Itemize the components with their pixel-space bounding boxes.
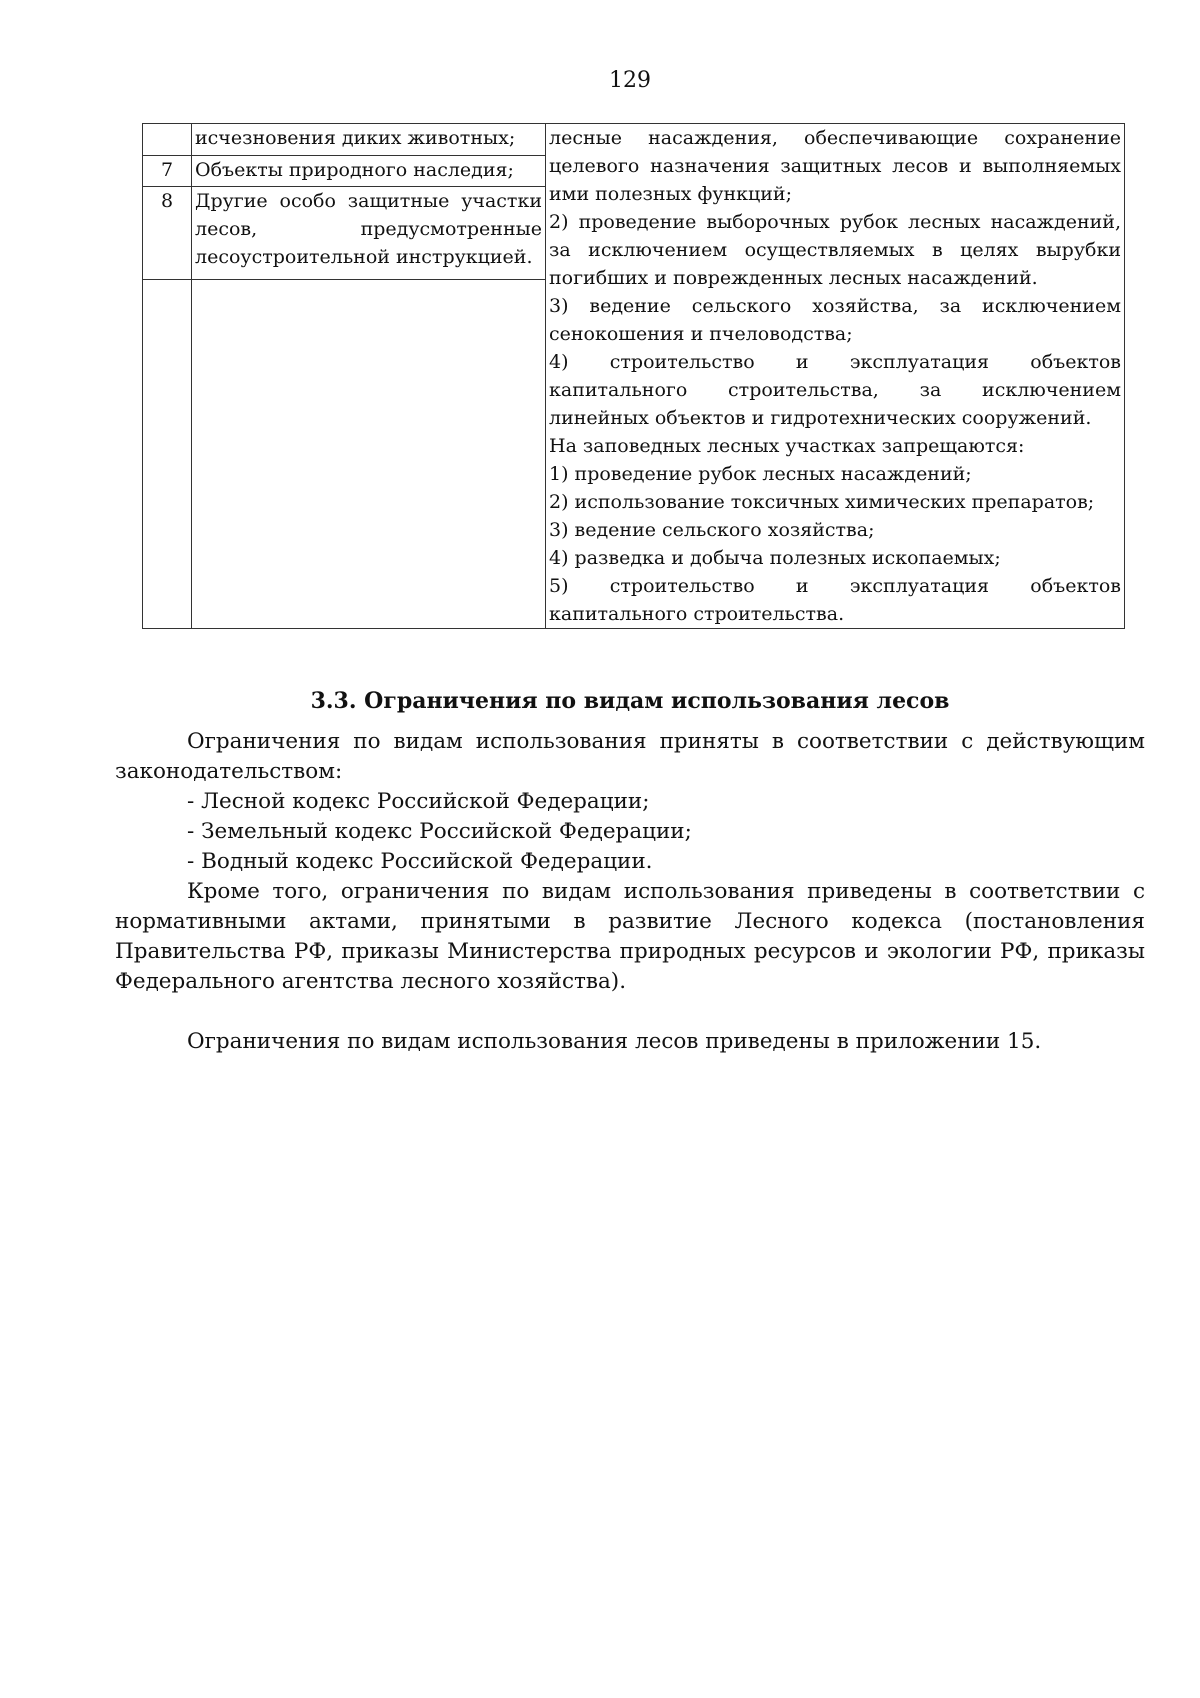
requirements-line: 4) разведка и добыча полезных ископаемых; bbox=[549, 547, 1001, 569]
section-body bbox=[115, 727, 1145, 1057]
requirements-line: 5) строительство и эксплуатация объектов bbox=[549, 575, 1121, 597]
list-item: - Водный кодекс Российской Федерации. bbox=[187, 849, 653, 874]
requirements-line: за исключением осуществляемых в целях вырубки bbox=[549, 239, 1121, 261]
row-object: Объекты природного наследия; bbox=[192, 155, 546, 187]
requirements-line: погибших и поврежденных лесных насаждений. bbox=[549, 267, 1038, 289]
requirements-line: целевого назначения защитных лесов и выполняемых bbox=[549, 155, 1121, 177]
requirements-line: линейных объектов и гидротехнических сооружений. bbox=[549, 407, 1092, 429]
row-number bbox=[143, 124, 192, 156]
requirements-line: ими полезных функций; bbox=[549, 183, 793, 205]
list-item: - Лесной кодекс Российской Федерации; bbox=[187, 789, 650, 814]
row-number: 7 bbox=[143, 155, 192, 187]
requirements-line: капитального строительства. bbox=[549, 603, 845, 625]
requirements-line: 3) ведение сельского хозяйства; bbox=[549, 519, 875, 541]
section-title: 3.3. Ограничения по видам использования лесов bbox=[310, 688, 950, 714]
page-number: 129 bbox=[609, 68, 651, 93]
appendix-reference: Ограничения по видам использования лесов приведены в приложении 15. bbox=[187, 1029, 1042, 1054]
additional-paragraph: Кроме того, ограничения по видам использования приведены в соответствии с нормативными актами, принятыми в развитие Лесного кодекса (постановления Правительства РФ, приказы Министерства природных ресурсов и экологии РФ, приказы Федерального агентства лесного хозяйства). bbox=[115, 879, 1145, 994]
restrictions-table bbox=[142, 123, 1125, 629]
requirements-line: На заповедных лесных участках запрещаются: bbox=[549, 435, 1025, 457]
requirements-line: 1) проведение рубок лесных насаждений; bbox=[549, 463, 972, 485]
empty-cell bbox=[143, 280, 192, 629]
requirements-line: 3) ведение сельского хозяйства, за исключением bbox=[549, 295, 1121, 317]
requirements-line: 2) использование токсичных химических препаратов; bbox=[549, 491, 1095, 513]
row-object: исчезновения диких животных; bbox=[192, 124, 546, 156]
row-object: Другие особо защитные участки лесов, предусмотренные лесоустроительной инструкцией. bbox=[192, 187, 546, 280]
requirements-cell bbox=[546, 124, 1125, 629]
empty-cell bbox=[192, 280, 546, 629]
requirements-line: 4) строительство и эксплуатация объектов bbox=[549, 351, 1121, 373]
row-number: 8 bbox=[143, 187, 192, 280]
table-row bbox=[143, 124, 1125, 156]
requirements-line: 2) проведение выборочных рубок лесных насаждений, bbox=[549, 211, 1121, 233]
list-item: - Земельный кодекс Российской Федерации; bbox=[187, 819, 692, 844]
requirements-line: лесные насаждения, обеспечивающие сохранение bbox=[549, 127, 1121, 149]
requirements-line: сенокошения и пчеловодства; bbox=[549, 323, 853, 345]
requirements-line: капитального строительства, за исключением bbox=[549, 379, 1121, 401]
intro-paragraph: Ограничения по видам использования приняты в соответствии с действующим законодательством: bbox=[115, 729, 1145, 784]
